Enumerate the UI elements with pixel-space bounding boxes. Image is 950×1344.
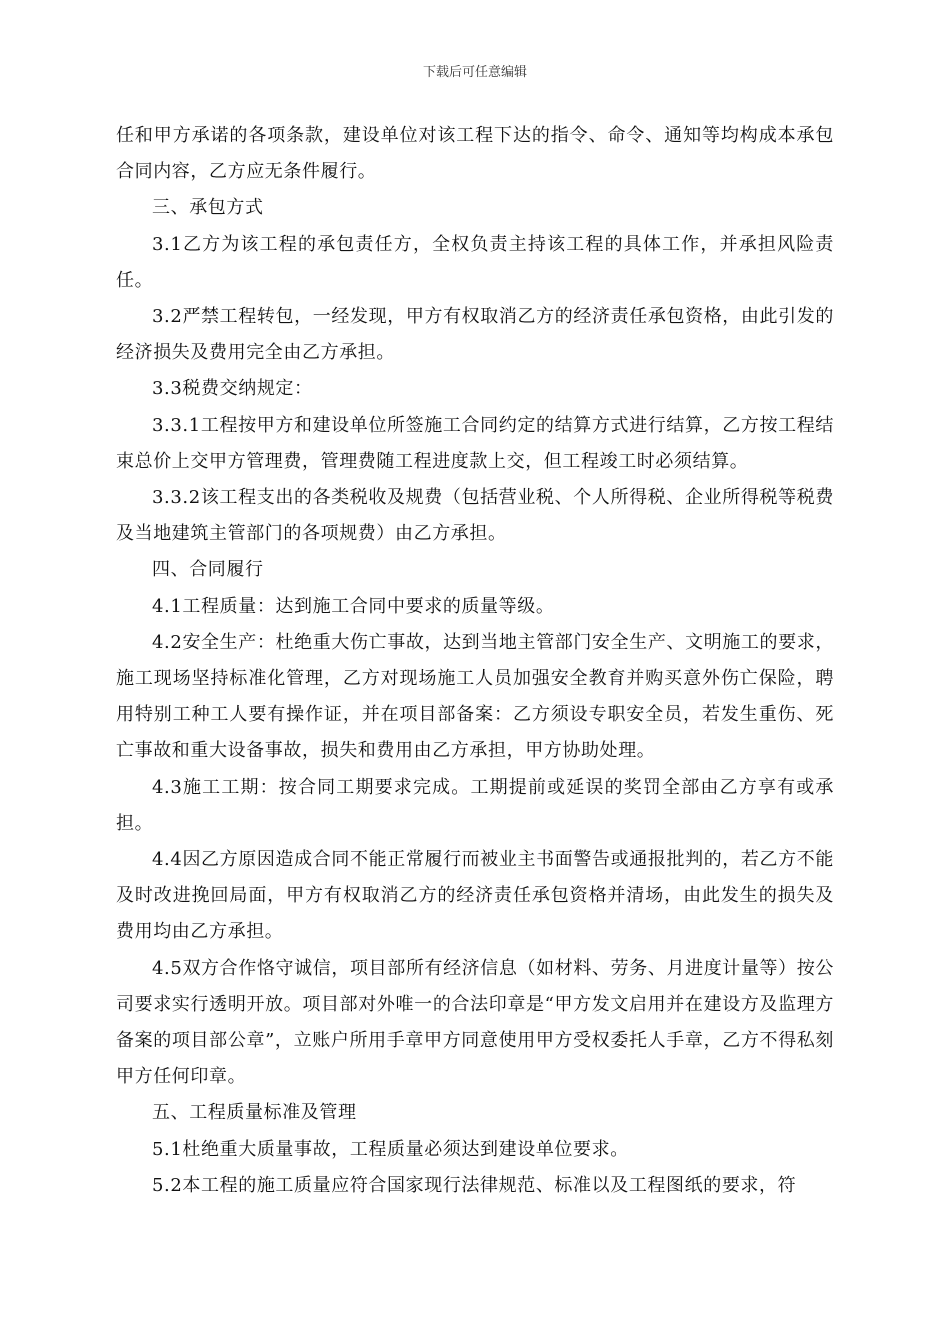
paragraph: 4.5双方合作恪守诚信，项目部所有经济信息（如材料、劳务、月进度计量等）按公司要求实行透明开放。项目部对外唯一的合法印章是“甲方发文启用并在建设方及监理方备案的项目部公章”，立账户所用手章甲方同意使用甲方受权委托人手章，乙方不得私刻甲方任何印章。 — [116, 957, 834, 1088]
paragraph: 4.1工程质量：达到施工合同中要求的质量等级。 — [152, 595, 555, 617]
paragraph: 3.3.1工程按甲方和建设单位所签施工合同约定的结算方式进行结算，乙方按工程结束总价上交甲方管理费，管理费随工程进度款上交，但工程竣工时必须结算。 — [116, 414, 834, 472]
paragraph: 5.2本工程的施工质量应符合国家现行法律规范、标准以及工程图纸的要求，符 — [152, 1174, 797, 1196]
paragraph: 3.1乙方为该工程的承包责任方，全权负责主持该工程的具体工作，并承担风险责任。 — [116, 233, 834, 291]
section-heading: 四、合同履行 — [152, 559, 264, 581]
paragraph: 4.4因乙方原因造成合同不能正常履行而被业主书面警告或通报批判的，若乙方不能及时改进挽回局面，甲方有权取消乙方的经济责任承包资格并清场，由此发生的损失及费用均由乙方承担。 — [116, 849, 834, 943]
page-header: 下载后可任意编辑 — [422, 65, 527, 80]
paragraph: 任和甲方承诺的各项条款，建设单位对该工程下达的指令、命令、通知等均构成本承包合同内容，乙方应无条件履行。 — [116, 125, 834, 183]
paragraph: 3.3税费交纳规定： — [152, 378, 313, 400]
paragraph: 5.1杜绝重大质量事故，工程质量必须达到建设单位要求。 — [152, 1138, 629, 1160]
paragraph: 4.2安全生产：杜绝重大伤亡事故，达到当地主管部门安全生产、文明施工的要求，施工现场坚持标准化管理，乙方对现场施工人员加强安全教育并购买意外伤亡保险，聘用特别工种工人要有操作证，并在项目部备案：乙方须设专职安全员，若发生重伤、死亡事故和重大设备事故，损失和费用由乙方承担，甲方协助处理。 — [116, 631, 834, 762]
paragraph: 4.3施工工期：按合同工期要求完成。工期提前或延误的奖罚全部由乙方享有或承担。 — [116, 776, 834, 834]
paragraph: 3.3.2该工程支出的各类税收及规费（包括营业税、个人所得税、企业所得税等税费及当地建筑主管部门的各项规费）由乙方承担。 — [116, 487, 834, 545]
section-heading: 五、工程质量标准及管理 — [152, 1102, 357, 1124]
document-body — [116, 118, 834, 1204]
section-heading: 三、承包方式 — [152, 197, 264, 219]
paragraph: 3.2严禁工程转包，一经发现，甲方有权取消乙方的经济责任承包资格，由此引发的经济损失及费用完全由乙方承担。 — [116, 306, 834, 364]
